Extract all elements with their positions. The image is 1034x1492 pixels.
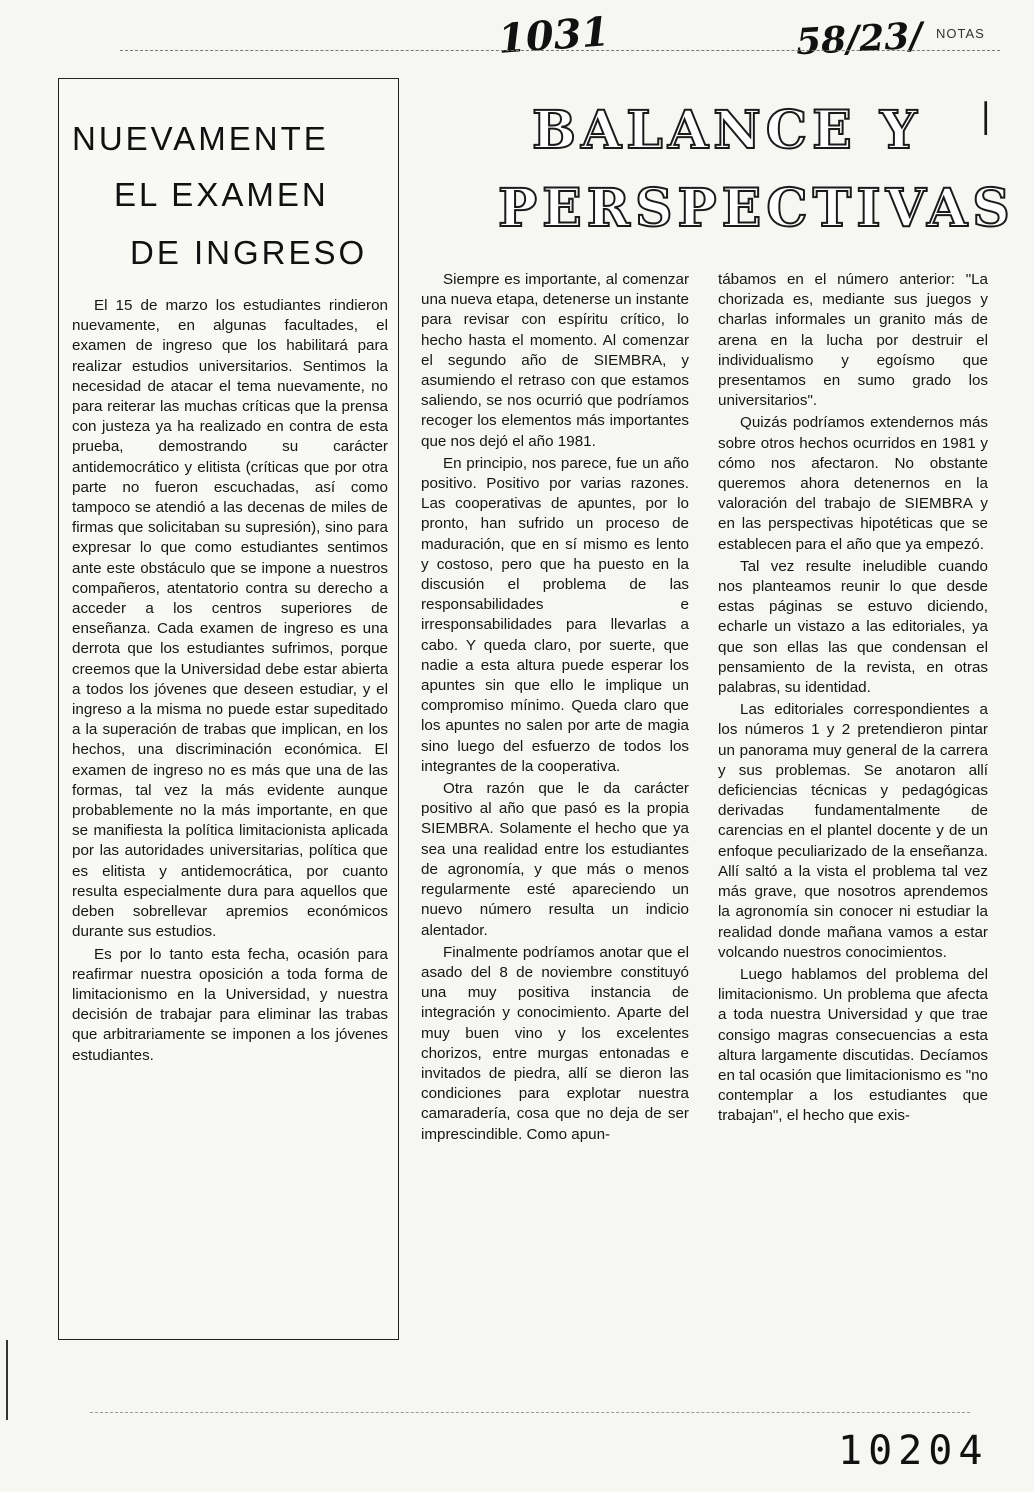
left-article-body (72, 296, 388, 1068)
left-article-title-line-1: NUEVAMENTE (72, 120, 329, 157)
handwritten-annotation-left: 1031 (496, 8, 611, 63)
section-label: NOTAS (936, 26, 985, 41)
left-article-paragraph: El 15 de marzo los estudiantes rindieron nuevamente, en algunas facultades, el examen de ingreso que los habilitará para realizar estudios universitarios. Sentimos la necesidad de atacar el tema nuevamente, no para reiterar las muchas críticas que la prensa con justeza ya ha realizado en contra de esta prueba, demostrando su carácter antidemocrático y elitista (críticas que por otra parte no fueron escuchadas, así como tampoco se atendió a las decenas de miles de firmas que solicitaban su supresión), sino para expresar lo que como estudiantes sentimos ante este obstáculo que se impone a nuestros compañeros, atentatorio contra su derecho a acceder a los centros superiores de enseñanza. Cada examen de ingreso es una derrota que los estudiantes sufrimos, porque creemos que la Universidad debe estar abierta a todos los jóvenes que deseen estudiar, y el ingreso a la misma no puede estar supeditado a la superación de trabas que implican, en los hechos, una discriminación económica. El examen de ingreso no es más que una de las formas, tal vez la más evidente aunque probablemente no la más importante, en que se manifiesta la política limitacionista aplicada por las autoridades universitarias, política que es elitista y antidemocrática, por cuanto resulta especialmente dura para aquellos que deben sobrellevar apremios económicos durante sus estudios. (72, 297, 388, 941)
bottom-divider (90, 1412, 970, 1413)
main-article-paragraph: Otra razón que le da carácter positivo al año que pasó es la propia SIEMBRA. Solamente el hecho que ya sea una realidad entre los estudiantes de agronomía, y que más o menos regularmente esté apareciendo un nuevo número resulta un indicio alentador. (421, 780, 689, 939)
main-article-title-line-2: PERSPECTIVAS (498, 178, 1015, 239)
handwritten-annotation-right: 58/23/ (794, 14, 924, 64)
main-article-title-line-1: BALANCE Y (532, 100, 922, 161)
main-article-column-2 (718, 270, 988, 1129)
main-article-column-1 (421, 270, 689, 1147)
page-number: 10204 (838, 1428, 989, 1474)
main-article-paragraph: Finalmente podríamos anotar que el asado del 8 de noviembre constituyó una muy positiva instancia de integración y conocimiento. Aparte del muy buen vino y los excelentes chorizos, entre murgas entonadas e invitados de piedra, allí se dieron las condiciones para explotar nuestra camaradería, cosa que no deja de ser imprescindible. Como apun- (421, 943, 689, 1143)
main-article-paragraph: Siempre es importante, al comenzar una nueva etapa, detenerse un instante para revisar con espíritu crítico, lo hecho hasta el momento. Al comenzar el segundo año de SIEMBRA, y asumiendo el retraso con que estamos saliendo, se nos ocurrió que podríamos recoger los elementos más importantes que nos dejó el año 1981. (421, 271, 689, 450)
main-article-paragraph: En principio, nos parece, fue un año positivo. Positivo por varias razones. Las cooperativas de apuntes, por lo pronto, han sufrido un proceso de maduración, que en sí mismo es lento y costoso, pero que ha puesto en la discusión el problema de las responsabilidades e irresponsabilidades para llevarlas a cabo. Y queda claro, por suerte, que nadie a esta altura puede esperar los apuntes sin que ello le implique un compromiso mínimo. Queda claro que los apuntes no salen por arte de magia sino luego del esfuerzo de todos los integrantes de la cooperativa. (421, 454, 689, 775)
top-divider (120, 50, 1000, 51)
left-article-paragraph: Es por lo tanto esta fecha, ocasión para reafirmar nuestra oposición a toda forma de limitacionismo en la Universidad, y nuestra decisión de trabajar para eliminar las trabas que arbitrariamente se imponen a los jóvenes estudiantes. (72, 945, 388, 1064)
main-article-paragraph: tábamos en el número anterior: "La chorizada es, mediante sus juegos y charlas informales un granito más de arena en la lucha por destruir el individualismo y egoísmo que presentamos en sumo grado los universitarios". (718, 271, 988, 410)
left-article-title-line-2: EL EXAMEN (114, 176, 329, 213)
main-article-paragraph: Tal vez resulte ineludible cuando nos planteamos reunir lo que desde estas páginas se estuvo diciendo, echarle un vistazo a las editoriales, ya que son ellas las que condensan el pensamiento de la revista, en otras palabras, su identidad. (718, 557, 988, 697)
main-article-paragraph: Las editoriales correspondientes a los números 1 y 2 pretendieron pintar un panorama muy general de la carrera y sus problemas. Se anotaron allí deficiencias técnicas y pedagógicas derivadas fundamentalmente de carencias en el plantel docente y de un enfoque peculiarizado de la enseñanza. Allí saltó a la vista el problema tal vez más grave, que nosotros aprendemos la agronomía sin conocer ni estudiar la realidad donde mañana vamos a estar volcando nuestros conocimientos. (718, 701, 988, 961)
main-article-paragraph: Quizás podríamos extendernos más sobre otros hechos ocurridos en 1981 y cómo nos afectaron. No obstante queremos ahora detenernos en la valoración del trabajo de SIEMBRA y en las perspectivas hipotéticas que se establecen para el año que ya empezó. (718, 414, 988, 553)
margin-line (6, 1340, 8, 1420)
main-article-paragraph: Luego hablamos del problema del limitacionismo. Un problema que afecta a toda nuestra Universidad y que trae consigo magras consecuencias a esta altura largamente discutidas. Decíamos en tal ocasión que limitacionismo es "no contemplar a los estudiantes que trabajan", el hecho que exis- (718, 965, 988, 1125)
left-article-title-line-3: DE INGRESO (130, 234, 368, 271)
margin-mark: | (980, 96, 992, 136)
